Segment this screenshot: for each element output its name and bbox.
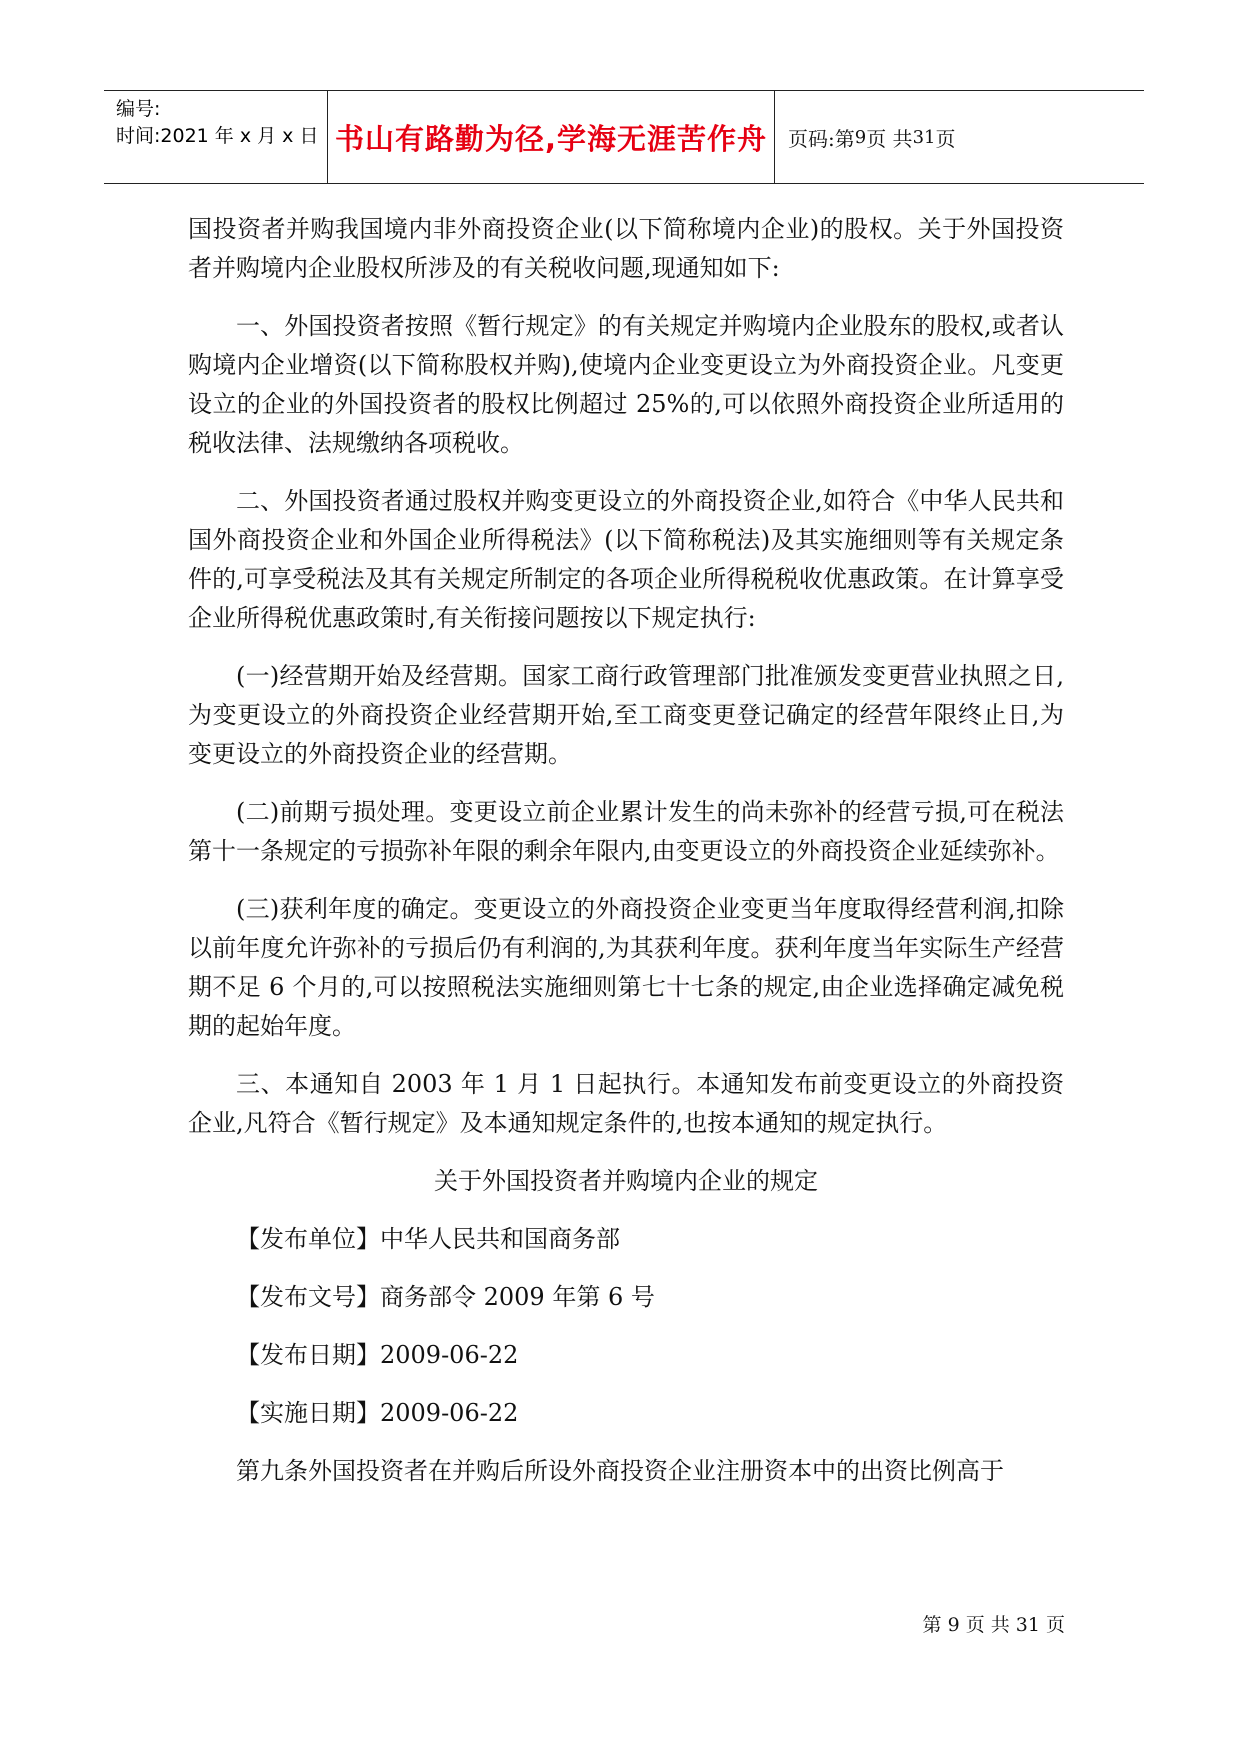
header-motto: 书山有路勤为径,学海无涯苦作舟 (334, 121, 768, 156)
page-footer: 第 9 页 共 31 页 (922, 1614, 1065, 1636)
paragraph: 三、本通知自 2003 年 1 月 1 日起执行。本通知发布前变更设立的外商投资企业,凡符合《暂行规定》及本通知规定条件的,也按本通知的规定执行。 (188, 1070, 1064, 1137)
meta-doc-number: 【发布文号】商务部令 2009 年第 6 号 (236, 1283, 655, 1311)
header-page-suffix: 页 (935, 126, 956, 151)
regulation-title: 关于外国投资者并购境内企业的规定 (434, 1167, 818, 1195)
paragraph: 国投资者并购我国境内非外商投资企业(以下简称境内企业)的股权。关于外国投资者并购境内企业股权所涉及的有关税收问题,现通知如下: (188, 215, 1064, 282)
page-header (104, 90, 1144, 184)
paragraph: 二、外国投资者通过股权并购变更设立的外商投资企业,如符合《中华人民共和国外商投资企业和外国企业所得税法》(以下简称税法)及其实施细则等有关规定条件的,可享受税法及其有关规定所制定的各项企业所得税税收优惠政策。在计算享受企业所得税优惠政策时,有关衔接问题按以下规定执行: (188, 487, 1064, 632)
meta-effective-date: 【实施日期】2009-06-22 (236, 1399, 519, 1427)
document-time-label: 时间:2021 年 x 月 x 日 (116, 125, 319, 147)
header-divider-right (774, 91, 775, 183)
header-page-total: 31 (912, 126, 936, 148)
header-page-mid: 页 共 (866, 126, 913, 151)
header-page-info (788, 91, 1144, 183)
paragraph: (三)获利年度的确定。变更设立的外商投资企业变更当年度取得经营利润,扣除以前年度允许弥补的亏损后仍有利润的,为其获利年度。获利年度当年实际生产经营期不足 6 个月的,可以按照税法实施细则第七十七条的规定,由企业选择确定减免税期的起始年度。 (188, 895, 1064, 1040)
header-page-prefix: 页码:第 (788, 126, 855, 151)
meta-issue-date: 【发布日期】2009-06-22 (236, 1341, 519, 1369)
paragraph: (一)经营期开始及经营期。国家工商行政管理部门批准颁发变更营业执照之日,为变更设立的外商投资企业经营期开始,至工商变更登记确定的经营年限终止日,为变更设立的外商投资企业的经营期。 (188, 662, 1064, 768)
paragraph: (二)前期亏损处理。变更设立前企业累计发生的尚未弥补的经营亏损,可在税法第十一条规定的亏损弥补年限的剩余年限内,由变更设立的外商投资企业延续弥补。 (188, 798, 1064, 865)
header-motto-cell (328, 91, 774, 183)
header-page-number: 9 (854, 126, 867, 148)
document-number-label: 编号: (116, 98, 161, 120)
document-body (188, 210, 1064, 1510)
paragraph: 第九条外国投资者在并购后所设外商投资企业注册资本中的出资比例高于 (236, 1457, 1004, 1485)
paragraph: 一、外国投资者按照《暂行规定》的有关规定并购境内企业股东的股权,或者认购境内企业增资(以下简称股权并购),使境内企业变更设立为外商投资企业。凡变更设立的企业的外国投资者的股权比例超过 25%的,可以依照外商投资企业所适用的税收法律、法规缴纳各项税收。 (188, 312, 1064, 457)
meta-issuer: 【发布单位】中华人民共和国商务部 (236, 1225, 620, 1253)
